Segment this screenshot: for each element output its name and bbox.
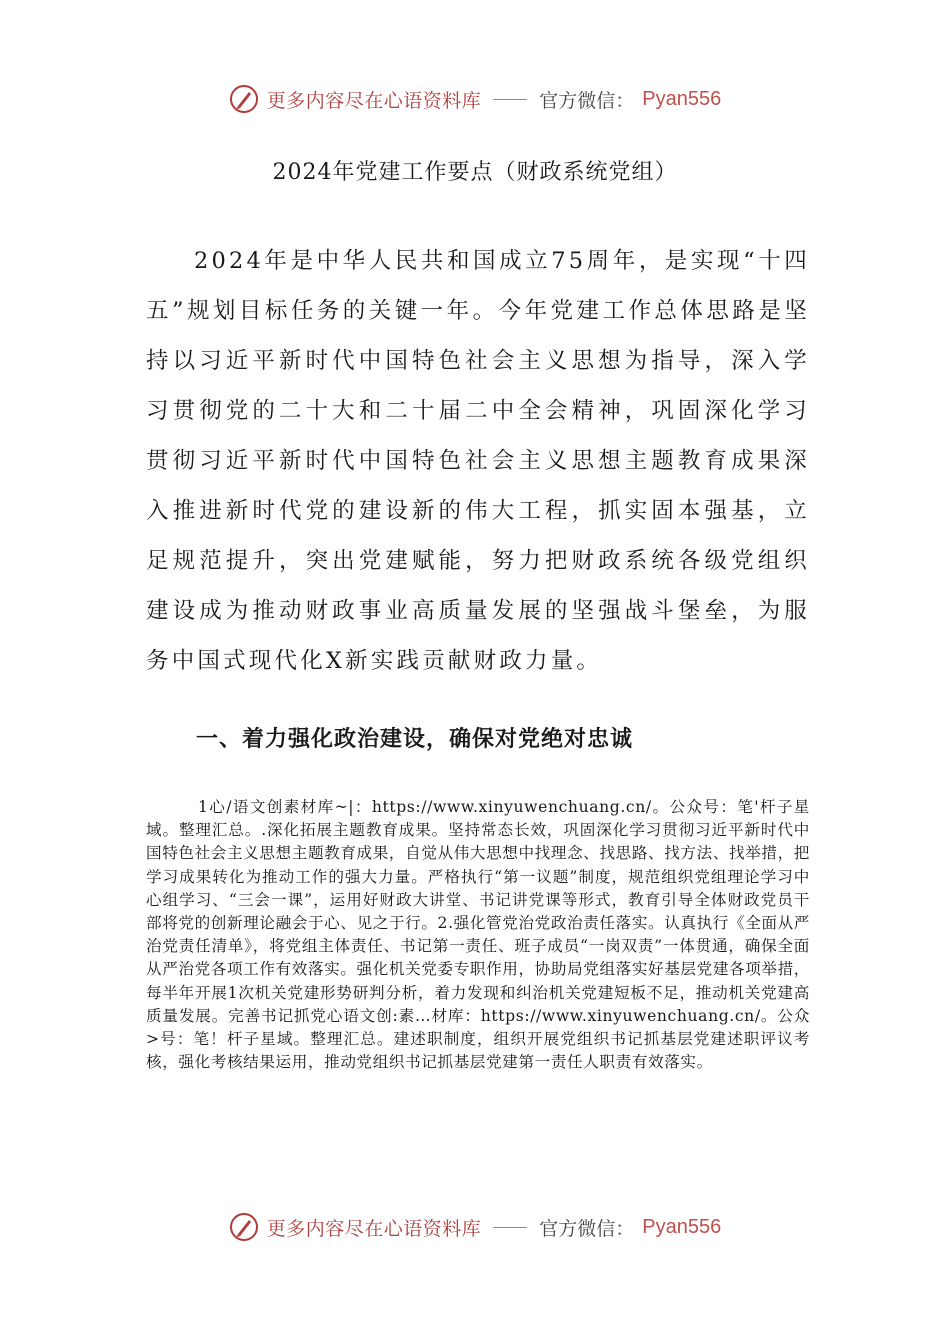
watermark-wechat-id: Pyan556 (642, 1215, 722, 1238)
section-1-body: 1心/语文创素材库~|：https://www.xinyuwenchuang.cn/。公众号：笔'杆子星域。整理汇总。.深化拓展主题教育成果。坚持常态长效，巩固深化学习贯彻习近平新时代中国特色社会主义思想主题教育成果，自觉从伟大思想中找理念、找思路、找方法、找举措，把学习成果转化为推动工作的强大力量。严格执行“第一议题”制度，规范组织党组理论学习中心组学习、“三会一课”，运用好财政大讲堂、书记讲党课等形式，教育引导全体财政党员干部将党的创新理论融会于心、见之于行。2.强化管党治党政治责任落实。认真执行《全面从严治党责任清单》，将党组主体责任、书记第一责任、班子成员“一岗双责”一体贯通，确保全面从严治党各项工作有效落实。强化机关党委专职作用，协助局党组落实好基层党建各项举措，每半年开展1次机关党建形势研判分析，着力发现和纠治机关党建短板不足，推动机关党建高质量发展。完善书记抓党心语文创:素…材库：https://www.xinyuwenchuang.cn/。公众>号：笔！杆子星域。整理汇总。建述职制度，组织开展党组织书记抓基层党建述职评议考核，强化考核结果运用，推动党组织书记抓基层党建第一责任人职责有效落实。 (146, 798, 810, 1072)
watermark-footer (0, 1212, 950, 1242)
watermark-header (0, 84, 950, 114)
quill-logo-icon (229, 84, 259, 114)
section-1-heading: 一、着力强化政治建设，确保对党绝对忠诚 (196, 727, 634, 752)
watermark-divider (493, 1227, 527, 1228)
watermark-site-text: 更多内容尽在心语资料库 (266, 1217, 482, 1240)
intro-paragraph: 2024年是中华人民共和国成立75周年，是实现“十四五”规划目标任务的关键一年。今年党建工作总体思路是坚持以习近平新时代中国特色社会主义思想为指导，深入学习贯彻党的二十大和二十届二中全会精神，巩固深化学习贯彻习近平新时代中国特色社会主义思想主题教育成果深入推进新时代党的建设新的伟大工程，抓实固本强基，立足规范提升，突出党建赋能，努力把财政系统各级党组织建设成为推动财政事业高质量发展的坚强战斗堡垒，为服务中国式现代化X新实践贡献财政力量。 (146, 248, 810, 674)
watermark-site-text: 更多内容尽在心语资料库 (266, 89, 482, 112)
quill-logo-icon (229, 1212, 259, 1242)
watermark-label: 官方微信： (539, 1217, 635, 1240)
watermark-wechat-id: Pyan556 (642, 87, 722, 110)
document-title: 2024年党建工作要点（财政系统党组） (272, 160, 678, 185)
watermark-divider (493, 99, 527, 100)
watermark-label: 官方微信： (539, 89, 635, 112)
